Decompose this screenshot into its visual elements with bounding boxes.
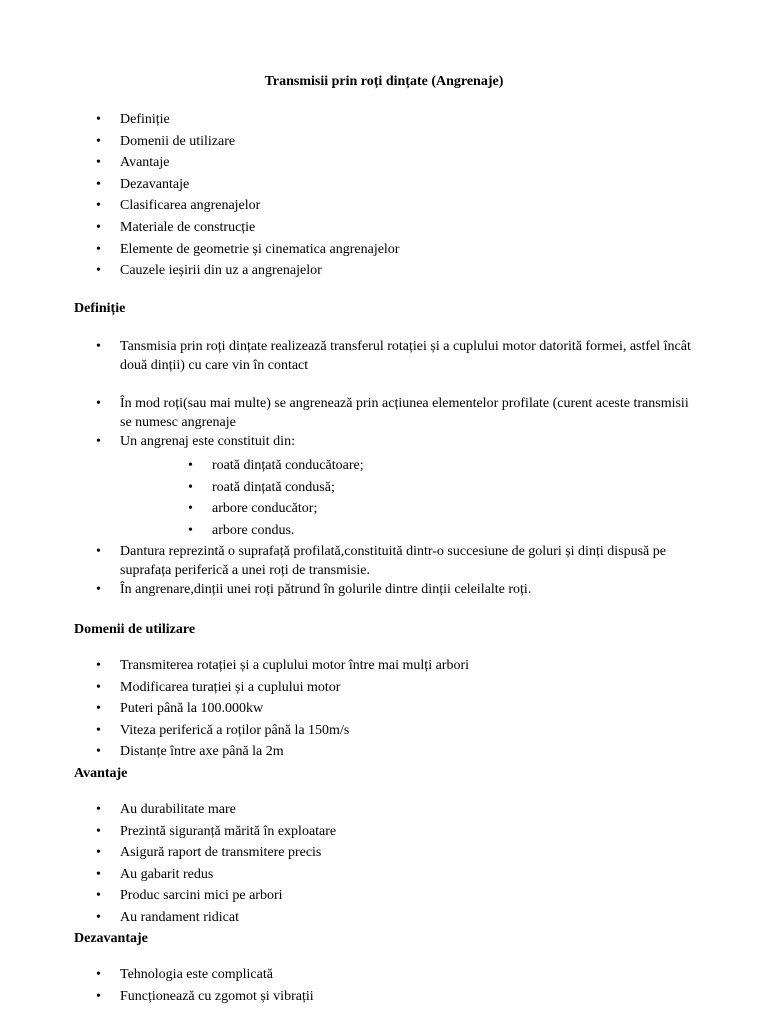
- definitie-paragraph: • Un angrenaj este constituit din:: [96, 432, 696, 454]
- definitie-paragraph: • În mod roți(sau mai multe) se angrenează prin acțiunea elementelor profilate (curent aceste transmisii se numesc angrenaje: [96, 394, 696, 432]
- avantaje-item: • Produc sarcini mici pe arbori: [96, 886, 696, 908]
- definitie-paragraph: • Tansmisia prin roți dințate realizează transferul rotației și a cuplului motor datorită formei, astfel încât două dinții) cu care vin în contact: [96, 337, 696, 375]
- dezavantaje-item: • Tehnologia este complicată: [96, 965, 696, 987]
- component-item: • arbore conducător;: [188, 499, 588, 521]
- domenii-item: • Puteri până la 100.000kw: [96, 699, 696, 721]
- component-item: • arbore condus.: [188, 521, 588, 543]
- components-list: [188, 456, 588, 542]
- definitie-list-a: [96, 337, 696, 375]
- toc-item: • Definiție: [96, 110, 696, 132]
- avantaje-list: [96, 800, 696, 930]
- avantaje-item: • Au randament ridicat: [96, 908, 696, 930]
- domenii-list: [96, 656, 696, 764]
- avantaje-item: • Au durabilitate mare: [96, 800, 696, 822]
- section-heading-definitie: Definiție: [74, 301, 126, 316]
- avantaje-item: • Au gabarit redus: [96, 865, 696, 887]
- definitie-list-c: [96, 542, 676, 602]
- component-item: • roată dințată conducătoare;: [188, 456, 588, 478]
- definitie-paragraph: • În angrenare,dinții unei roți pătrund în golurile dintre dinții celeilalte roți.: [96, 580, 676, 602]
- avantaje-item: • Asigură raport de transmitere precis: [96, 843, 696, 865]
- toc-item: • Elemente de geometrie și cinematica angrenajelor: [96, 240, 696, 262]
- section-heading-avantaje: Avantaje: [74, 766, 128, 781]
- dezavantaje-list: [96, 965, 696, 1008]
- toc-list: [96, 110, 696, 283]
- toc-item: • Cauzele ieșirii din uz a angrenajelor: [96, 261, 696, 283]
- toc-item: • Avantaje: [96, 153, 696, 175]
- toc-item: • Domenii de utilizare: [96, 132, 696, 154]
- dezavantaje-item: • Funcționează cu zgomot și vibrații: [96, 987, 696, 1009]
- toc-item: • Materiale de construcție: [96, 218, 696, 240]
- domenii-item: • Distanțe între axe până la 2m: [96, 742, 696, 764]
- document-title: Transmisii prin roți dințate (Angrenaje): [264, 74, 504, 89]
- definitie-paragraph: • Dantura reprezintă o suprafață profilată,constituită dintr-o succesiune de goluri și dinți dispusă pe suprafața periferică a unei roți de transmisie.: [96, 542, 676, 580]
- component-item: • roată dințată condusă;: [188, 478, 588, 500]
- definitie-list-b: [96, 394, 696, 454]
- section-heading-dezavantaje: Dezavantaje: [74, 931, 148, 946]
- domenii-item: • Modificarea turației și a cuplului motor: [96, 678, 696, 700]
- toc-item: • Clasificarea angrenajelor: [96, 196, 696, 218]
- toc-item: • Dezavantaje: [96, 175, 696, 197]
- avantaje-item: • Prezintă siguranță mărită în exploatare: [96, 822, 696, 844]
- domenii-item: • Viteza periferică a roților până la 150m/s: [96, 721, 696, 743]
- section-heading-domenii: Domenii de utilizare: [74, 622, 196, 637]
- domenii-item: • Transmiterea rotației și a cuplului motor între mai mulți arbori: [96, 656, 696, 678]
